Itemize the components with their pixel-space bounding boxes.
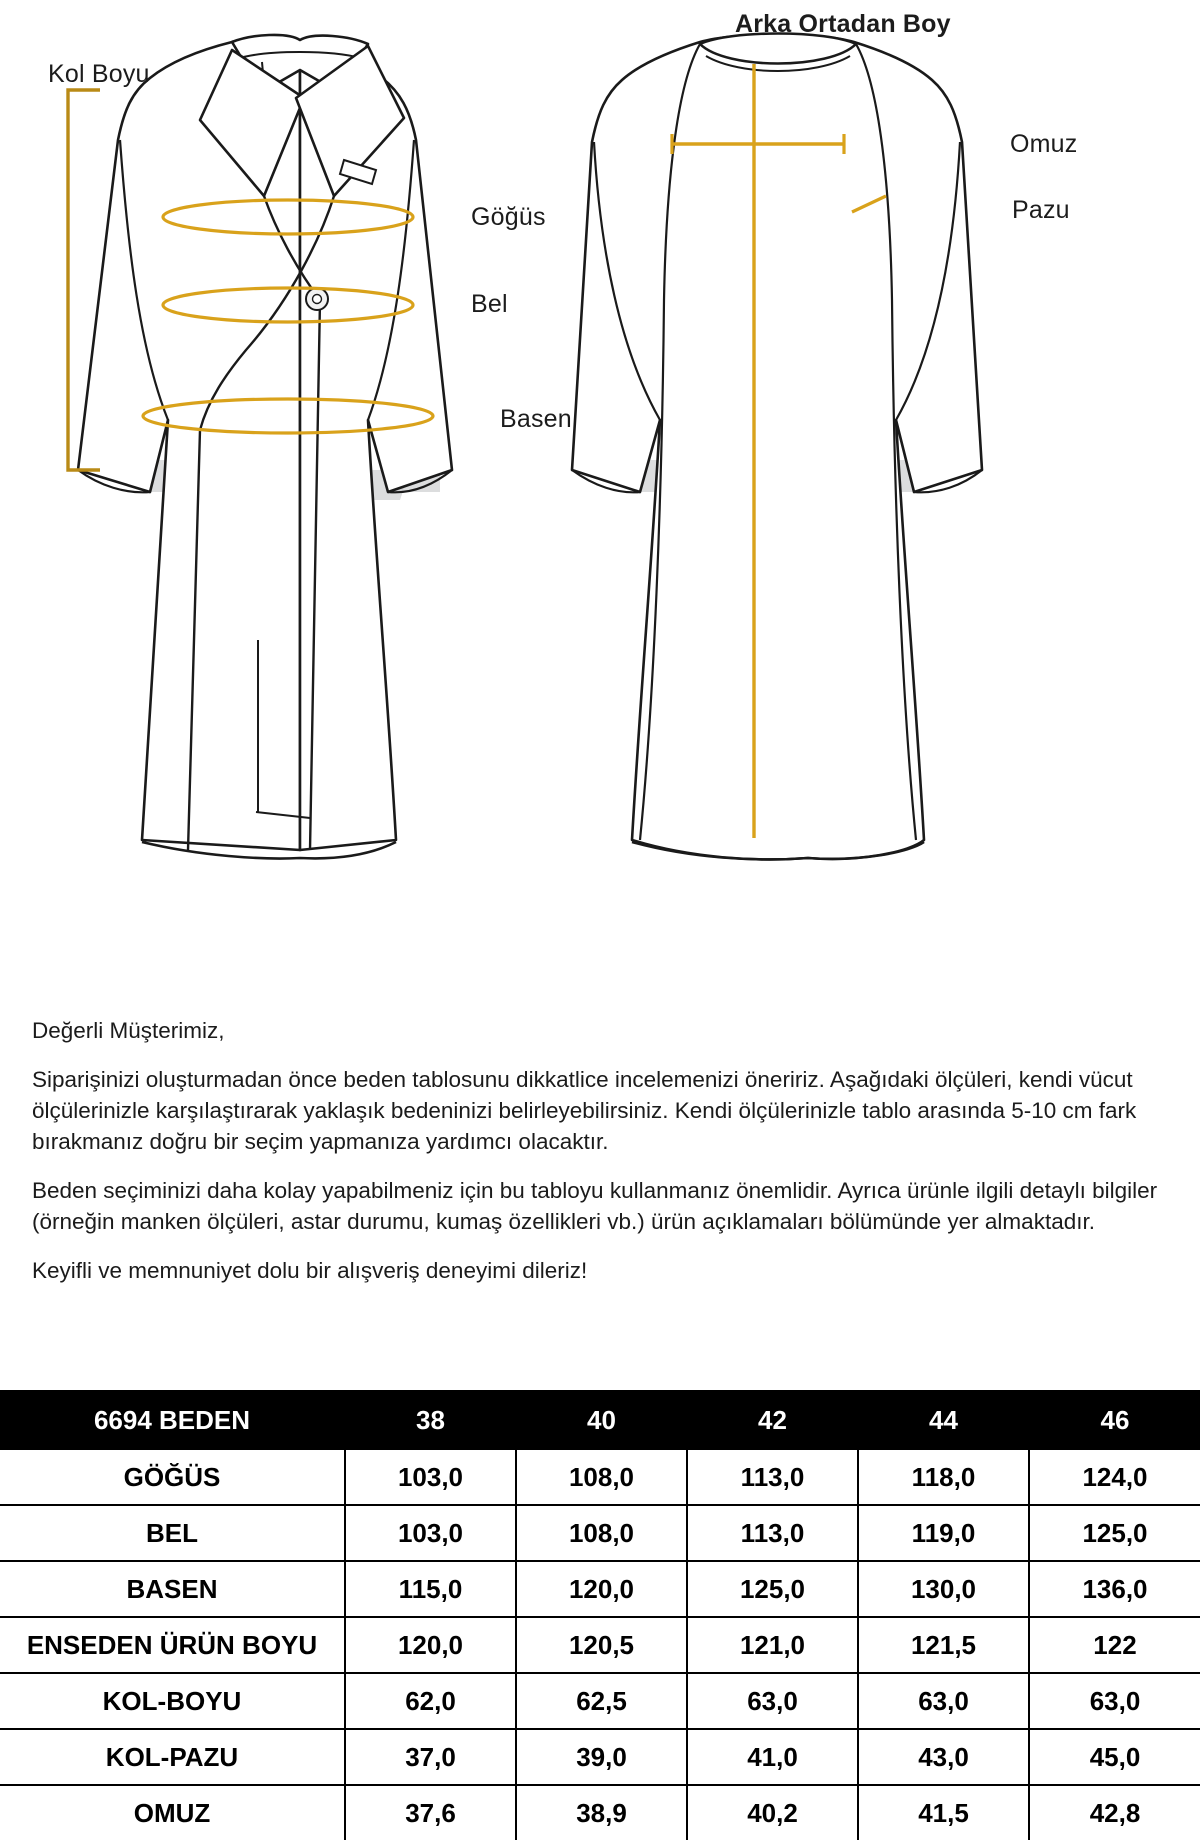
cell-gogus-42: 113,0: [687, 1449, 858, 1505]
cell-kolpazu-38: 37,0: [345, 1729, 516, 1785]
cell-enseden-40: 120,5: [516, 1617, 687, 1673]
label-center-back-length: Arka Ortadan Boy: [735, 10, 951, 38]
label-hip: Basen: [500, 405, 572, 433]
cell-basen-46: 136,0: [1029, 1561, 1200, 1617]
cell-kolboyu-46: 63,0: [1029, 1673, 1200, 1729]
cell-omuz-40: 38,9: [516, 1785, 687, 1840]
cell-gogus-44: 118,0: [858, 1449, 1029, 1505]
cell-kolpazu-40: 39,0: [516, 1729, 687, 1785]
cell-basen-44: 130,0: [858, 1561, 1029, 1617]
cell-enseden-46: 122: [1029, 1617, 1200, 1673]
table-row: [0, 1785, 1200, 1840]
table-header-row: [0, 1391, 1200, 1449]
row-label-bel: BEL: [0, 1505, 345, 1561]
header-cell-42: 42: [687, 1391, 858, 1449]
cell-gogus-40: 108,0: [516, 1449, 687, 1505]
table-row: [0, 1673, 1200, 1729]
cell-kolpazu-46: 45,0: [1029, 1729, 1200, 1785]
cell-gogus-38: 103,0: [345, 1449, 516, 1505]
cell-kolboyu-44: 63,0: [858, 1673, 1029, 1729]
row-label-kol-pazu: KOL-PAZU: [0, 1729, 345, 1785]
label-chest: Göğüs: [471, 203, 546, 231]
cell-gogus-46: 124,0: [1029, 1449, 1200, 1505]
cell-kolboyu-38: 62,0: [345, 1673, 516, 1729]
cell-bel-40: 108,0: [516, 1505, 687, 1561]
header-cell-40: 40: [516, 1391, 687, 1449]
front-view: [68, 35, 452, 859]
table-row: [0, 1729, 1200, 1785]
table-row: [0, 1449, 1200, 1505]
cell-enseden-38: 120,0: [345, 1617, 516, 1673]
label-shoulder: Omuz: [1010, 130, 1078, 158]
cell-bel-42: 113,0: [687, 1505, 858, 1561]
cell-bel-46: 125,0: [1029, 1505, 1200, 1561]
header-cell-38: 38: [345, 1391, 516, 1449]
header-cell-size-label: 6694 BEDEN: [0, 1391, 345, 1449]
notice-salutation: Değerli Müşterimiz,: [32, 1018, 225, 1043]
cell-omuz-42: 40,2: [687, 1785, 858, 1840]
row-label-omuz: OMUZ: [0, 1785, 345, 1840]
cell-kolboyu-42: 63,0: [687, 1673, 858, 1729]
cell-omuz-46: 42,8: [1029, 1785, 1200, 1840]
back-view: [572, 34, 982, 860]
row-label-basen: BASEN: [0, 1561, 345, 1617]
table-row: [0, 1561, 1200, 1617]
header-cell-44: 44: [858, 1391, 1029, 1449]
notice-paragraph-3: Keyifli ve memnuniyet dolu bir alışveriş deneyimi dileriz!: [32, 1258, 588, 1283]
label-sleeve-length: Kol Boyu: [48, 60, 150, 88]
row-label-enseden-urun-boyu: ENSEDEN ÜRÜN BOYU: [0, 1617, 345, 1673]
cell-enseden-42: 121,0: [687, 1617, 858, 1673]
row-label-gogus: GÖĞÜS: [0, 1449, 345, 1505]
label-waist: Bel: [471, 290, 508, 318]
cell-omuz-44: 41,5: [858, 1785, 1029, 1840]
cell-bel-44: 119,0: [858, 1505, 1029, 1561]
cell-bel-38: 103,0: [345, 1505, 516, 1561]
notice-paragraph-2: Beden seçiminizi daha kolay yapabilmeniz için bu tabloyu kullanmanız önemlidir. Ayrıca ürünle ilgili detaylı bilgiler (örneğin manken ölçüleri, astar durumu, kumaş özellikleri vb.) ürün açıklamaları bölümünde yer almaktadır.: [32, 1178, 1158, 1234]
cell-basen-38: 115,0: [345, 1561, 516, 1617]
cell-basen-42: 125,0: [687, 1561, 858, 1617]
cell-omuz-38: 37,6: [345, 1785, 516, 1840]
customer-notice: [32, 1015, 1172, 1304]
cell-enseden-44: 121,5: [858, 1617, 1029, 1673]
cell-basen-40: 120,0: [516, 1561, 687, 1617]
notice-paragraph-1: Siparişinizi oluşturmadan önce beden tablosunu dikkatlice incelemenizi öneririz. Aşağıdaki ölçüleri, kendi vücut ölçülerinizle karşılaştırarak yaklaşık bedeninizi belirleyebilirsiniz. Kendi ölçülerinizle tablo arasında 5-10 cm fark bırakmanız doğru bir seçim yapmanıza yardımcı olacaktır.: [32, 1067, 1137, 1154]
cell-kolboyu-40: 62,5: [516, 1673, 687, 1729]
table-row: [0, 1505, 1200, 1561]
row-label-kol-boyu: KOL-BOYU: [0, 1673, 345, 1729]
header-cell-46: 46: [1029, 1391, 1200, 1449]
cell-kolpazu-44: 43,0: [858, 1729, 1029, 1785]
size-table: [0, 1390, 1200, 1840]
label-bicep: Pazu: [1012, 196, 1070, 224]
table-row: [0, 1617, 1200, 1673]
cell-kolpazu-42: 41,0: [687, 1729, 858, 1785]
